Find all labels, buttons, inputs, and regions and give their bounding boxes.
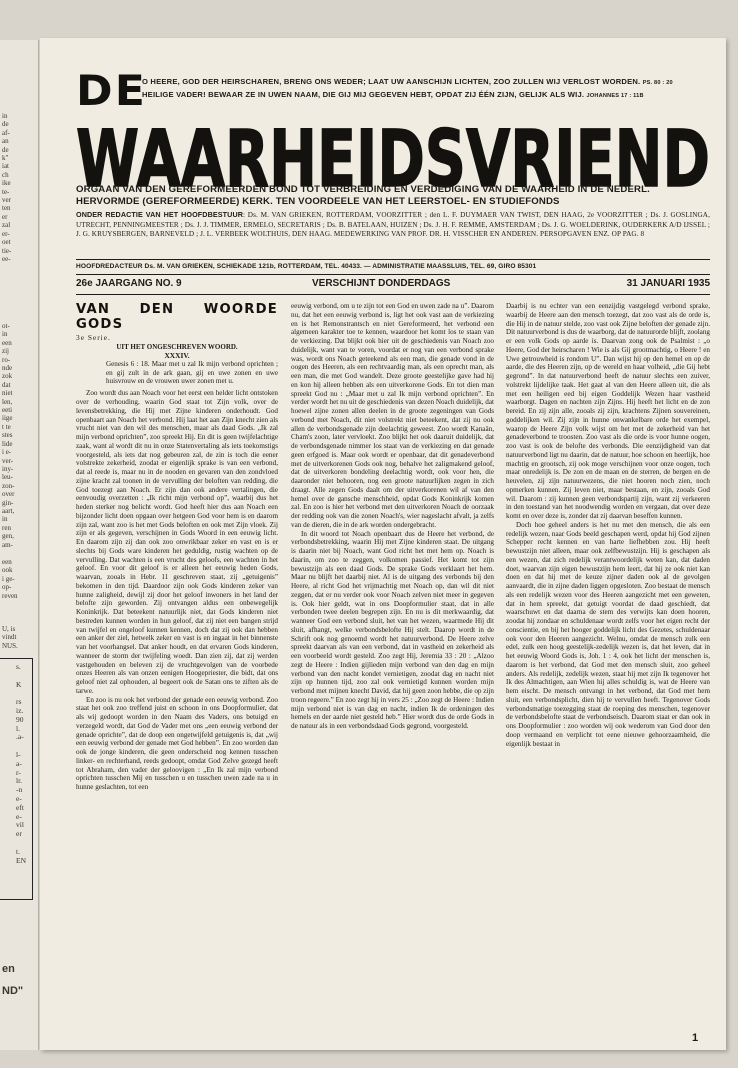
editorial-board-text: : Ds. M. VAN GRIEKEN, ROTTERDAM, VOORZITTER ; den L. F. DUYMAER VAN TWIST, DEN HAAG, 2e VOORZITTER ; Ds. J. GOSLINGA, UTRECHT, PENNINGMEESTER ; Ds. J. J. TIMMER, ERMELO, SECRETARIS ; Ds. B. BATELAAN, HUIZEN ; Ds. J. H. F. REMME, AMSTERDAM ; Ds. J. G. WOELDERINK, OUDERKERK A/D IJSSEL ; J. G. KRUYSBERGEN, BARNEVELD ; J. L. VERBEEK WOLTHUIS, DEN HAAG. MEDEWERKING VAN PROF. DR. H. VISSCHER EN ANDEREN. PERSOPGAVEN ENZ. OP PAG. 8 [76,211,710,239]
verse-text-2: HEILIGE VADER! BEWAAR ZE IN UWEN NAAM, DIE GIJ MIJ GEGEVEN HEBT, OPDAT ZIJ ÉÉN ZIJN, GELIJK ALS WIJ. [142,90,585,99]
column-2-paragraph-1: eeuwig verbond, om u te zijn tot een God en uwen zade na u”. Daarom nu, dat het een eeuwig verbond is, ligt het ook vast aan de verkiezing en is het Remonstrantsch en niet Gereformeerd, het verbond een algemeen karakter toe te kennen, waardoor het komt los te staan van de verkiezing. Dat blijkt ook hier uit de geschiedenis van Noach zoo duidelijk, want van te voren, voordat er nog van een verbond sprake was, wordt ons Noach geteekend als een man, die genade vond in de oogen des Heeren, als een rechtvaardig man, als een oprecht man, als een man, die met God wandelt. Deze groote geestelijke gave had hij en kon hij alleen hebben als een uitverkorene Gods. En tot dien man spreekt God nu : „Maar met u zal Ik mijn verbond oprichten”. En verder wordt het nu uit de geschiedenis van dezen Noach duidelijk, dat hoewel zijne zonen allen deelen in de groote zegeningen van Gods verbond met Noach, dit niet volstrekt niet beteekent, dat zij nu ook allen de verbondsgenade zijn deelachtig geweest. Zoo wordt Kanaän, Cham's zoon, later vervloekt. Zoo blijkt het ook daaruit duidelijk, dat de verbondsgenade nimmer los staat van de verkiezing en dat genade geen erfgoed is. Maar ook wordt er openbaar, dat dit genadeverbond met de uitverkorenen Gods ook nog, behalve het zaligmakend geloof, dat de uitverkoren bondeling deelachtig wordt, ook voor hen, die daaronder niet behooren, nog een groote natuurlijken zegen in zich draagt. Alle zegen Gods daalt om der uitverkorenen wil af van den hemel over de gansche menschheid, opdat Gods Koninkrijk komen zal. En zoo is hier het verbond met den uitverkoren Noach de oorzaak der redding ook van die zonen Noach's, wier nageslacht afvalt, ja zelfs van de dieren, die in de ark worden ondergebracht. [291,302,494,529]
column-1-paragraph-2: En zoo is nu ook het verbond der genade een eeuwig verbond. Zoo staat het ook zoo treffend juist en schoon in ons Doopformulier, dat als wij gedoopt worden in den Naam des Vaders, ons betuigd en verzegeld wordt, dat God de Vader met ons „een eeuwig verbond der genade oprichte”, dat de doop een ongetwijfeld getuigenis is, dat „wij een eeuwig verbond der genade met God hebben”. En zoo worden dan ook de jonge kinderen, die geen onderscheid nog kennen tusschen linker- en rechterhand, reeds gedoopt, omdat God Zelve gezegd heeft tot Abraham, den vader der geloovigen : „En Ik zal mijn verbond oprichten tusschen Mij en tusschen u en tusschen uwen zade na u in hunne geslachten, tot een [76,695,278,792]
prev-page-fragments-box: s. K rs iz. 90 l. .a- l- a- r- lr. -n e- eft e- vil er t. EN [16,662,26,865]
issue-date: 31 JANUARI 1935 [626,278,710,289]
masthead-logo-de: DE [76,66,147,115]
article-quote: Genesis 6 : 18. Maar met u zal Ik mijn verbond oprichten ; en gij zult in de ark gaan, gij en uwe zonen en uwe huisvrouw en de vrouwen uwer zonen met u. [106,360,278,386]
article-number: XXXIV. [164,350,190,360]
header-rule-middle [76,274,710,275]
article-serie: 3e Serie. [76,333,111,342]
article-subtitle: UIT HET ONGESCHREVEN WOORD. [116,342,238,351]
organisation-statement: ORGAAN VAN DEN GEREFORMEERDEN BOND TOT VERBREIDING EN VERDEDIGING VAN DE WAARHEID IN DE NEDERL. HERVORMDE (GEREFORMEERDE) KERK. TEN VOORDEELE VAN HET LEERSTOEL- EN STUDIEFONDS [76,184,650,207]
prev-page-fragments-low: een ook i ge- op- reven [2,558,18,600]
prev-page-fragments-foot: en ND" [2,963,24,997]
verse-ref-2: JOHANNES 17 : 11B [586,93,644,99]
verse-text-1: O HEERE, GOD DER HEIRSCHAREN, BRENG ONS WEDER; LAAT UW AANSCHIJN LICHTEN, ZOO ZULLEN WIJ VERLOST WORDEN. [142,77,641,86]
previous-page-edge [0,40,39,1050]
article-column-2 [291,302,494,731]
article-title: VAN DEN WOORDE GODS [76,302,278,332]
newspaper-page [40,38,726,1050]
column-3-paragraph-1: Daarbij is nu echter van een eenzijdig vastgelegd verbond sprake, waarbij de Heere aan den mensch toezegt, dat zoo vast als de orde is, die Hij in de natuur stelde, zoo vast ook Zijne beloften der genade zijn. Dit natuurverbond is dus de waarborg, dat de natuurorde blijft, zoolang er een volk Gods op aarde is. Daarvan zong ook de Psalmist : „o Heere, God der heirscharen ! Wie is als Gij grootmachtig, o Heere ! en Uwe getrouwheid is rondom U”. Dan wijst hij op den hemel en op de aarde, die des Heeren zijn, op de wereld en haar volheid, „die Gij hebt gegrond”. In dat natuurverbond heeft de natuur slechts een zuiver, volstrekt lijdelijke taak. Het gaat al van den Heere alleen uit, die als met een heiligen eed bij eigen Goddelijk Wezen haar vastheid waarborgt. Dagen en nachten zijn Zijns. Hij heeft het licht en de zon bereid. En zij zijn alle, zooals zij zijn, krachtens Zijnen souvereinen, goddelijken wil. Zij zijn in hunne onwankelbare orde het exempel, waarop de Heere Zijn volk wijst om het met de zekerheid van het genadeverbond te troosten. Zoo vast als die orde is voor hunne oogen, zoo vast is ook de belofte des verbonds. Die eenzijdigheid van dat natuurverbond ligt nu daarin, dat de natuur, hoe schoon en heerlijk, hoe machtig en grootsch, zij ook moge verschijnen voor onze oogen, toch maar onredelijk is. De zon en de maan en de sterren, de bergen en de heuvelen, zij zijn natuurwezens, die niet hooren noch zien, noch opmerken kunnen. Zij leven niet, maar bestaan, en zijn, zooals God wil. Daarom : zij kunnen geen verbondspartij zijn, want zij verkeeren in den toestand van het noodwendig worden en vergaan, dat over deze komt en over deze is, zonder dat zij daarvan beseffen kunnen. [506,302,710,520]
prev-page-fragments-top: in de af- an de k" iat ch ike te- ver ten er zal er- oet tie- ee- [2,112,12,263]
verse-ref-1: PS. 80 : 20 [642,80,673,86]
article-column-1 [76,302,278,792]
issue-schedule: VERSCHIJNT DONDERDAGS [312,278,451,289]
verse-line-2 [142,89,710,102]
issue-volume: 26e JAARGANG NO. 9 [76,278,182,289]
verse-line-1 [142,76,710,89]
column-1-paragraph-1: Zoo wordt dus aan Noach voor het eerst een helder licht ontstoken over de verhouding, waarin God staat tot Zijn volk, over de levensbetrekking, die Hij met Zijne kinderen onderhoudt. God openbaart aan Noach het verbond. Hij laat het aan Zijn knecht zien als vrucht niet van den wil des menschen, maar als daad Gods. „Ik zal mijn verbond oprichten”, zoo spreekt Hij. En dit is geen twijfelachtige zaak, want al wordt dit nu in onze Statenvertaling als iets toekomstigs voorgesteld, als iets dat nog gebeuren zal, de zin is toch die eener volstrekte zekerheid, zoodat er eigenlijk sprake is van een verbond, dat al reede is, maar nu in de nooden en gevaren van den zondvloed zijne kracht zal toonen in de vervulling der beloften van redding, die God toezegt aan Noach. Er zijn dan ook andere vertalingen, die eenvoudig overzetten : „Ik richt mijn verbond op”, waarbij dus het heden sterker nog belicht wordt. God heeft hier dus aan Noach een bijzonder licht doen opgaan over hetgeen God voor hem is en daarom zijn zal, want zoo is het met Gods beloften en ook met Zijn vloek. Zij zijn er als gegeven, verschijnen in Gods Woord in een eeuwig licht. En daarom zijn zij dan ook zoo onwrikbaar zeker en vast en is er slechts bij Gods ware kinderen het geduldig, rustig wachten op de vervulling. Dat wachten is een vrucht des geloofs, een wachten in het geloof. En voor dit geloof is er alleen het eeuwig heden Gods, waarvan, zooals in Hebr. 11 geschreven staat, zij „getuigenis” bekomen in den tijd. Daardoor zijn ook Gods kinderen zeker van hunne zaligheid, dewijl zij door het geloof inwoners in het land der belofte zijn geworden. Zij ontvangen aldus een onbewegelijk Koninkrijk. Dat beteekent natuurlijk niet, dat Gods kinderen niet bestreden kunnen worden in hun geloof, dat zij niet een bangen strijd van twijfel en ongeloof kunnen kennen, doch dat zij ook dan hebben een anker der ziel, hetwelk zeker en vast is en ingaat in het binnenste van het voorhangsel. Dat anker houdt, en dat ervaren Gods kinderen, wanneer de storm der twijfeling woedt. Dan zien zij, dat zij werden vastgehouden en beleven zij de vruchtgevolgen van de voorbede onzes Heeren als van onzen eenigen Hoogepriester, die bidt, dat ons geloof niet zal ophouden, al begeert ook de Satan ons te ziften als de tarwe. [76,389,278,695]
column-3-paragraph-2: Doch hoe geheel anders is het nu met den mensch, die als een redelijk wezen, naar Gods beeld geschapen werd, opdat hij God zijnen Schepper recht kennen en van harte liefhebben zou. Hij heeft bewustzijn niet alleen, maar ook zelfbewustzijn. Hij is geschapen als een wezen, dat zich redelijk verantwoordelijk weten kan, dat daden doet, waarvan zijn eigen bewustzijn hem leert, dat hij ze ook niet kan doen en dat hij met de keuze zijner daden ook al de gevolgen aanvaardt, die in zijne daden liggen opgesloten. Zoo bestaat de mensch als een redelijk wezen voor des Heeren aangezicht met een geweten, dat in hem spreekt, dat getuigt voordat de daad geschiedt, dat waarschuwt en dat daarna de stem des verwijts kan doen hooren, zoodat hij zondaar en schuldenaar wordt zelfs voor het eigen recht der conscientie, en bij het hooger goddelijk licht des Gezetes, schuldenaar ook voor den Heeren aangezicht. Welnu, omdat de mensch zulk een edel, zulk een hoog geestelijk-zedelijk wezen is, dat het leven, dat in het eeuwig Woord Gods is, Joh. 1 : 4, ook het licht der menschen is, daarom is het verbond, dat God met den mensch sluit, zoo geheel anders. Als redelijk, zedelijk wezen, staat hij met zijn Ik tegenover het Ik des Almachtigen, aan Wien hij alles schuldig is, wat de Heere van hem eischt. De mensch ontvangt in het verbond, dat God met hem sluit, een verbondsplicht, dien hij te vervullen heeft. Tegenover Gods verbondsmatige toezegging staat de roeping des menschen, tegenover de verbondsbelofte staat de verbondseisch. Daarom staat er dan ook in ons Doopformulier : zoo worden wij ook wederom van God door den doop vermaand en verplicht tot eene nieuwe gehoorzaamheid, die eigenlijk bestaat in [506,520,710,748]
article-column-3 [506,302,710,748]
prev-page-fragments-mid: ot- in een zij ro- nde zok dat niet len, eeti iige t te stes lide i e- ver- iny- leu- zon- over gin- aart, in ren gen, am- [2,322,15,549]
masthead-verse [142,76,710,102]
prev-page-fragments-end: U, is vindt NUS. [2,625,18,650]
editorial-board-label: ONDER REDACTIE VAN HET HOOFDBESTUUR [76,210,244,219]
masthead-logo-text: WAARHEIDSVRIEND [76,122,710,194]
issue-line [76,278,710,292]
page-number: 1 [692,1032,699,1044]
header-rule-bottom [76,294,710,295]
prev-page-advert-box [0,658,33,900]
header-rule-top [76,259,710,260]
column-2-paragraph-2: In dit woord tot Noach openbaart dus de Heere het verbond, de verbondsbetrekking, waarin Hij met Zijne kinderen staat. De uitgang is daarin niet bij Noach, want God richt het met hem op. Noach is daarin, om zoo te zeggen, volkomen passief. Het komt tot zijn bewustzijn als een daad Gods. De sprake Gods verklaart het hem. Maar nu blijft het daarbij niet. Al is de uitgang des verbonds bij den Heere, al richt God het vrijmachtig met Noach op, dan wil dit niet zeggen, dat er nu verder ook voor Noach zelven niet meer in gegeven is. Ook hier geldt, wat in ons Doopformulier staat, dat in alle verbonden twee deelen begrepen zijn. En nu is dit merkwaardig, dat wanneer God een verbond sluit, het van het wezen, waarmede Hij dit sluit, afhangt, welke verbondsbelofte Hij stelt. Daarop wordt in de Schrift ook nog genoemd wordt het natuurverbond. De Heere zelve spreekt daarvan als van een verbond, dat in vastheid en zekerheid als een voorbeeld wordt gesteld. Zoo zegt Hij, Jeremia 33 : 20 : „Alzoo zegt de Heere : Indien gijlieden mijn verbond van den dag en mijn verbond van den nacht kondet vernietigen, zoodat dag en nacht niet zijn op hunnen tijd, zoo zal ook vernietigd kunnen worden mijn verbond met mijnen knecht David, dat hij geen zoon hebbe, die op zijn troon regeere.” En zoo zegt hij in vers 25 : „Zoo zegt de Heere : Indien mijn verbond niet is van dag en nacht, indien Ik de ordeningen des hemels en der aarde niet gesteld heb.” Hier wordt dus de orde Gods in de natuur als in een verbondsdaad Gods gegrond, voorgesteld. [291,529,494,730]
editorial-board [76,210,710,240]
chief-editor-line: HOOFDREDACTEUR Ds. M. VAN GRIEKEN, SCHIEKADE 121b, ROTTERDAM, TEL. 40433. — ADMINISTRATIE MAASSLUIS, TEL. 69, GIRO 85301 [76,263,537,270]
